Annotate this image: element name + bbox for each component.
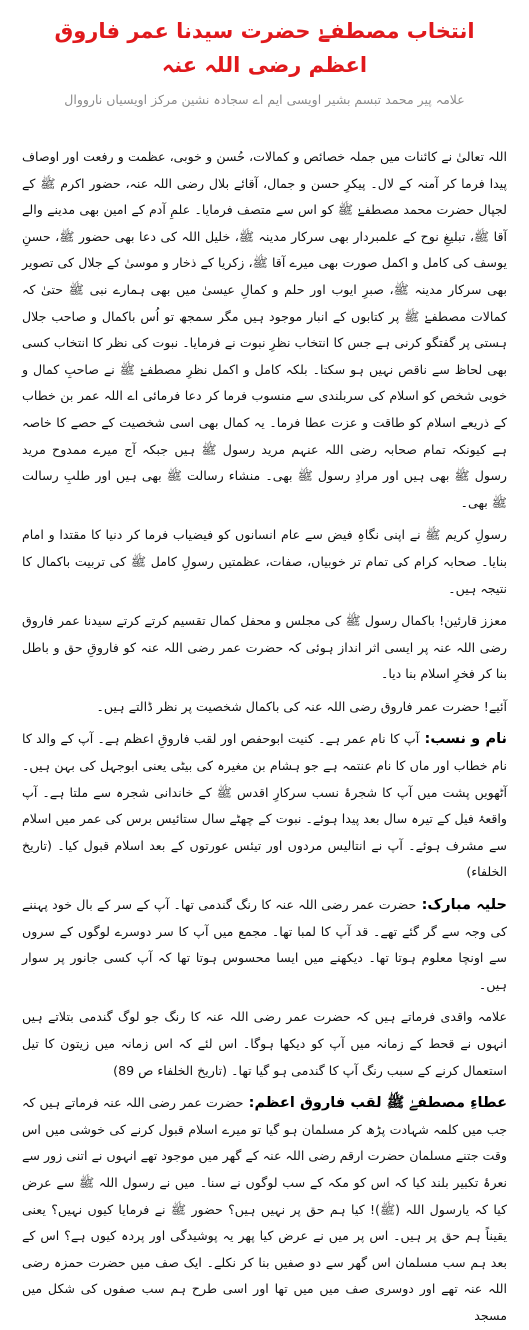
heading-colon: :	[243, 1095, 255, 1112]
heading-colon: :	[419, 731, 431, 748]
section-lineage	[22, 726, 507, 886]
author-byline: علامہ پیر محمد تبسم بشیر اویسی ایم اے سجادہ نشین مرکز اویسیاں نارووال	[64, 92, 465, 107]
section-text-appearance: حضرت عمر رضی اللہ عنہ کا رنگ گندمی تھا۔ آپ کے سر کے بال خود پہننے کی وجہ سے گر گئے تھے۔ قد آپ کا لمبا تھا۔ مجمع میں آپ کا سر دوسرے لوگوں کے سروں سے اونچا معلوم ہوتا تھا۔ دیکھنے میں ایسا محسوس ہوتا تھا کہ آپ کسی جانور پر سوار ہیں۔	[22, 897, 507, 992]
section-heading-title-bestowed: عطاءِ مصطفےٰ ﷺ لقب فاروق اعظم	[254, 1095, 507, 1112]
section-text-lineage: آپ کا نام عمر ہے۔ کنیت ابوحفص اور لقب فاروقِ اعظم ہے۔ آپ کے والد کا نام خطاب اور ماں کا نام عنتمہ ہے جو ہشام بن مغیرہ کی بیٹی یعنی ابوجہل کی بہن ہیں۔ آٹھویں پشت میں آپ کا شجرۂ نسب سرکارِ اقدس ﷺ کے خاندانی شجرہ سے ملتا ہے۔ آپ واقعۂ فیل کے تیرہ سال بعد پیدا ہوئے۔ نبوت کے چھٹے سال ستائیس برس کی عمر میں اسلام سے مشرف ہوئے۔ آپ نے انتالیس مردوں اور تیئس عورتوں کے بعد اسلام قبول کیا۔ (تاریخ الخلفاء)	[22, 731, 507, 880]
section-heading-lineage: نام و نسب	[430, 731, 507, 748]
article-body	[22, 144, 507, 1330]
section-text-title-bestowed: حضرت عمر رضی اللہ عنہ فرماتے ہیں کہ جب میں کلمہ شہادت پڑھ کر مسلمان ہو گیا تو میرے اسلام قبول کرنے کی خوشی میں اس وقت جتنے مسلمان حضرت ارقم رضی اللہ عنہ کے گھر میں موجود تھے انہوں نے اتنی زور سے نعرۂ تکبیر بلند کیا کہ اس کو مکہ کے سب لوگوں نے سنا۔ میں نے رسول اللہ ﷺ سے عرض کیا کہ یارسول اللہ (ﷺ)! کیا ہم حق پر نہیں ہیں؟ حضور ﷺ نے فرمایا کیوں نہیں؟ یعنی یقیناً ہم حق پر ہیں۔ اس پر میں نے عرض کیا پھر یہ پوشیدگی اور پردہ کیوں ہے؟ اس کے بعد ہم سب مسلمان اس گھر سے دو صفیں بنا کر نکلے۔ ایک صف میں حضرت حمزہ رضی اللہ عنہ تھے اور دوسری صف میں میں تھا اور اسی طرح ہم سب صفوں کی شکل میں مسجد	[22, 1095, 507, 1323]
section-title-bestowed	[22, 1090, 507, 1329]
section-appearance	[22, 892, 507, 998]
section-heading-appearance: حلیہ مبارک	[427, 897, 507, 914]
article-title: انتخاب مصطفےٰ حضرت سیدنا عمر فاروق اعظم رضی اللہ عنہ	[54, 19, 475, 77]
heading-colon: :	[416, 897, 428, 914]
paragraph-3: معزز قارئین! باکمال رسول ﷺ کی مجلس و محفل کمال تقسیم کرتے کرتے سیدنا عمر فاروق رضی اللہ عنہ پر ایسی اثر انداز ہوئی کہ حضرت عمر رضی اللہ عنہ کو فاروقِ حق و باطل بنا کر فخرِ اسلام بنا دیا۔	[22, 613, 507, 682]
paragraph-waqidi: علامہ واقدی فرماتے ہیں کہ حضرت عمر رضی اللہ عنہ کا رنگ جو لوگ گندمی بتلاتے ہیں انہوں نے قحط کے زمانہ میں آپ کو دیکھا ہوگا۔ اس لئے کہ اس زمانہ میں زیتون کا تیل استعمال کرنے کے سبب رنگ آپ کا گندمی ہو گیا تھا۔ (تاریخ الخلفاء ص 89)	[22, 1009, 507, 1078]
paragraph-4: آئیے! حضرت عمر فاروق رضی اللہ عنہ کی باکمال شخصیت پر نظر ڈالتے ہیں۔	[96, 698, 507, 714]
paragraph-2: رسولِ کریم ﷺ نے اپنی نگاہِ فیض سے عام انسانوں کو فیضیاب فرما کر دنیا کا مقتدا و امام بنایا۔ صحابہ کرام کی تمام تر خوبیاں، صفات، عظمتیں رسولِ کامل ﷺ کی تربیت باکمال کا نتیجہ ہیں۔	[22, 527, 507, 596]
paragraph-intro: اللہ تعالیٰ نے کائنات میں جملہ خصائص و کمالات، حُسن و خوبی، عظمت و رفعت اور اوصاف پیدا فرما کر آمنہ کے لال۔ پیکرِ حسن و جمال، آقائے بلال رضی اللہ عنہ، حضور اکرم ﷺ کے لجپال حضرت محمد مصطفےٰ ﷺ کو اس سے متصف فرمایا۔ علمِ آدم کے امین بھی مدینے والے آقا ﷺ، تبلیغِ نوح کے علمبردار بھی سرکار مدینہ ﷺ، خلیل اللہ کی دعا بھی حضور ﷺ، حسنِ یوسف کی کامل و اکمل صورت بھی میرے آقا ﷺ، زکریا کے ذخار و موسیٰ کے جلال کی تصویر بھی سرکار مدینہ ﷺ، صبرِ ایوب اور حلم و کمالِ عیسیٰ میں بھی ہمارے نبی ﷺ حتیٰ کہ کمالات مصطفےٰ ﷺ پر کتابوں کے انبار موجود ہیں مگر سمجھ تو اُس باکمال و صاحب جلال ہستی پر گفتگو کرنی ہے جس کا انتخاب نظرِ نبوت نے فرمایا۔ نبوت کی نظر کا انتخاب کسی بھی لحاظ سے ناقص نہیں ہو سکتا۔ بلکہ کامل و اکمل نظرِ مصطفےٰ ﷺ نے صاحبِ کمال و خوبی شخص کو اسلام کی سربلندی سے منسوب فرما کر دعا فرمائی اے اللہ عمر بن خطاب کے ذریعے اسلام کو طاقت و عزت عطا فرما۔ یہ کمال بھی اسی شخصیت کے حصے کا خاصہ ہے کیونکہ تمام صحابہ رضی اللہ عنہم مرید رسول ﷺ ہیں جبکہ آج میرے ممدوح مرید رسول ﷺ بھی ہیں اور مرادِ رسول ﷺ بھی۔ منشاء رسالت ﷺ بھی ہیں اور طلبِ رسالت ﷺ بھی۔	[22, 149, 507, 510]
